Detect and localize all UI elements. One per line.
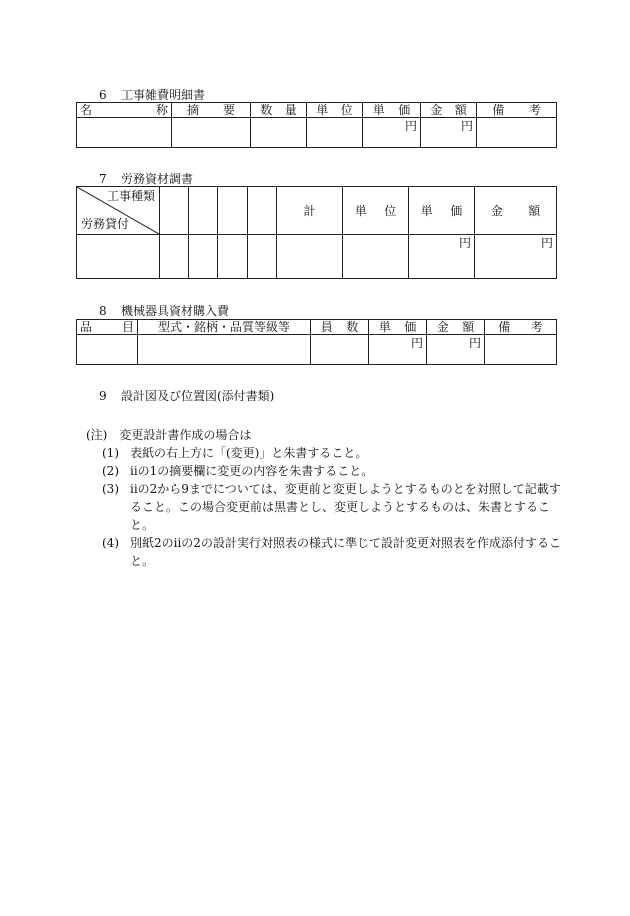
labor-materials-table xyxy=(76,186,557,279)
section-7-number: 7 xyxy=(99,172,107,186)
table-row xyxy=(77,118,557,148)
note-text: 表紙の右上方に「(変更)」と朱書すること。 xyxy=(130,446,368,460)
col-header-unit: 単 位 xyxy=(343,187,409,235)
table-cell xyxy=(277,235,343,279)
table-row xyxy=(77,335,557,365)
col-header-amount: 金 額 xyxy=(475,187,557,235)
table-header-row xyxy=(77,187,557,235)
table-cell xyxy=(311,335,369,365)
table-cell xyxy=(218,187,248,235)
note-item xyxy=(86,480,566,534)
col-header-unit-price: 単 価 xyxy=(409,187,475,235)
col-header-item: 品 目 xyxy=(77,320,138,335)
section-8-heading: 機械器具資材購入費 xyxy=(121,304,230,318)
section-6-title xyxy=(99,86,205,103)
table-header-row xyxy=(77,103,557,118)
table-cell xyxy=(172,118,251,148)
notes-block xyxy=(86,426,566,570)
col-header-remarks: 備 考 xyxy=(485,320,557,335)
yen-unit-price: 円 xyxy=(363,118,421,148)
note-text: iiの1の摘要欄に変更の内容を朱書すること。 xyxy=(130,464,374,478)
notes-heading: (注) 変更設計書作成の場合は xyxy=(86,428,252,442)
section-8-title xyxy=(99,302,229,319)
table-cell xyxy=(485,335,557,365)
table-row xyxy=(77,235,557,279)
note-text: iiの2から9までについては、変更前と変更しようとするものとを対照して記載すること。この場合変更前は黒書とし、変更しようとするものは、朱書とすること。 xyxy=(130,482,561,532)
section-6-number: 6 xyxy=(99,88,107,102)
section-7-heading: 労務資材調書 xyxy=(121,172,194,186)
col-header-total: 計 xyxy=(277,187,343,235)
table-cell xyxy=(77,118,172,148)
note-marker: (1) xyxy=(102,446,119,460)
section-9-title xyxy=(99,387,274,404)
yen-unit-price: 円 xyxy=(409,235,475,279)
note-text: 別紙2のiiの2の設計実行対照表の様式に準じて設計変更対照表を作成添付すること。 xyxy=(130,536,561,568)
yen-unit-amount: 円 xyxy=(427,335,485,365)
note-item xyxy=(86,462,566,480)
table-cell xyxy=(477,118,557,148)
col-header-unit: 単 位 xyxy=(307,103,363,118)
col-header-count: 員 数 xyxy=(311,320,369,335)
equipment-purchase-table xyxy=(76,319,557,365)
col-header-amount: 金 額 xyxy=(427,320,485,335)
table-cell xyxy=(307,118,363,148)
table-cell xyxy=(248,235,277,279)
corner-label-labor: 労務貸付 xyxy=(81,217,130,231)
note-item xyxy=(86,444,566,462)
col-header-summary: 摘 要 xyxy=(172,103,251,118)
table-cell xyxy=(160,235,189,279)
yen-unit-amount: 円 xyxy=(475,235,557,279)
col-header-model: 型式・銘柄・品質等級等 xyxy=(138,320,311,335)
corner-label-work-type: 工事種類 xyxy=(106,189,155,203)
col-header-unit-price: 単 価 xyxy=(363,103,421,118)
note-marker: (4) xyxy=(102,536,119,550)
col-header-unit-price: 単 価 xyxy=(369,320,427,335)
section-9-heading: 設計図及び位置図(添付書類) xyxy=(121,389,275,403)
table-cell xyxy=(251,118,307,148)
diagonal-header-cell xyxy=(77,187,160,235)
col-header-quantity: 数 量 xyxy=(251,103,307,118)
col-header-amount: 金 額 xyxy=(421,103,477,118)
table-cell xyxy=(343,235,409,279)
table-cell xyxy=(189,235,218,279)
section-9-number: 9 xyxy=(99,389,107,403)
misc-expense-table xyxy=(76,102,557,148)
col-header-remarks: 備 考 xyxy=(477,103,557,118)
section-6-heading: 工事雑費明細書 xyxy=(121,88,206,102)
section-8-number: 8 xyxy=(99,304,107,318)
note-marker: (3) xyxy=(102,482,119,496)
yen-unit-amount: 円 xyxy=(421,118,477,148)
section-7-title xyxy=(99,170,193,187)
table-cell xyxy=(248,187,277,235)
table-cell xyxy=(189,187,218,235)
table-cell xyxy=(218,235,248,279)
table-cell xyxy=(160,187,189,235)
table-header-row xyxy=(77,320,557,335)
table-cell xyxy=(138,335,311,365)
table-cell xyxy=(77,235,160,279)
table-cell xyxy=(77,335,138,365)
col-header-name: 名 称 xyxy=(77,103,172,118)
note-marker: (2) xyxy=(102,464,119,478)
yen-unit-price: 円 xyxy=(369,335,427,365)
note-item xyxy=(86,534,566,570)
